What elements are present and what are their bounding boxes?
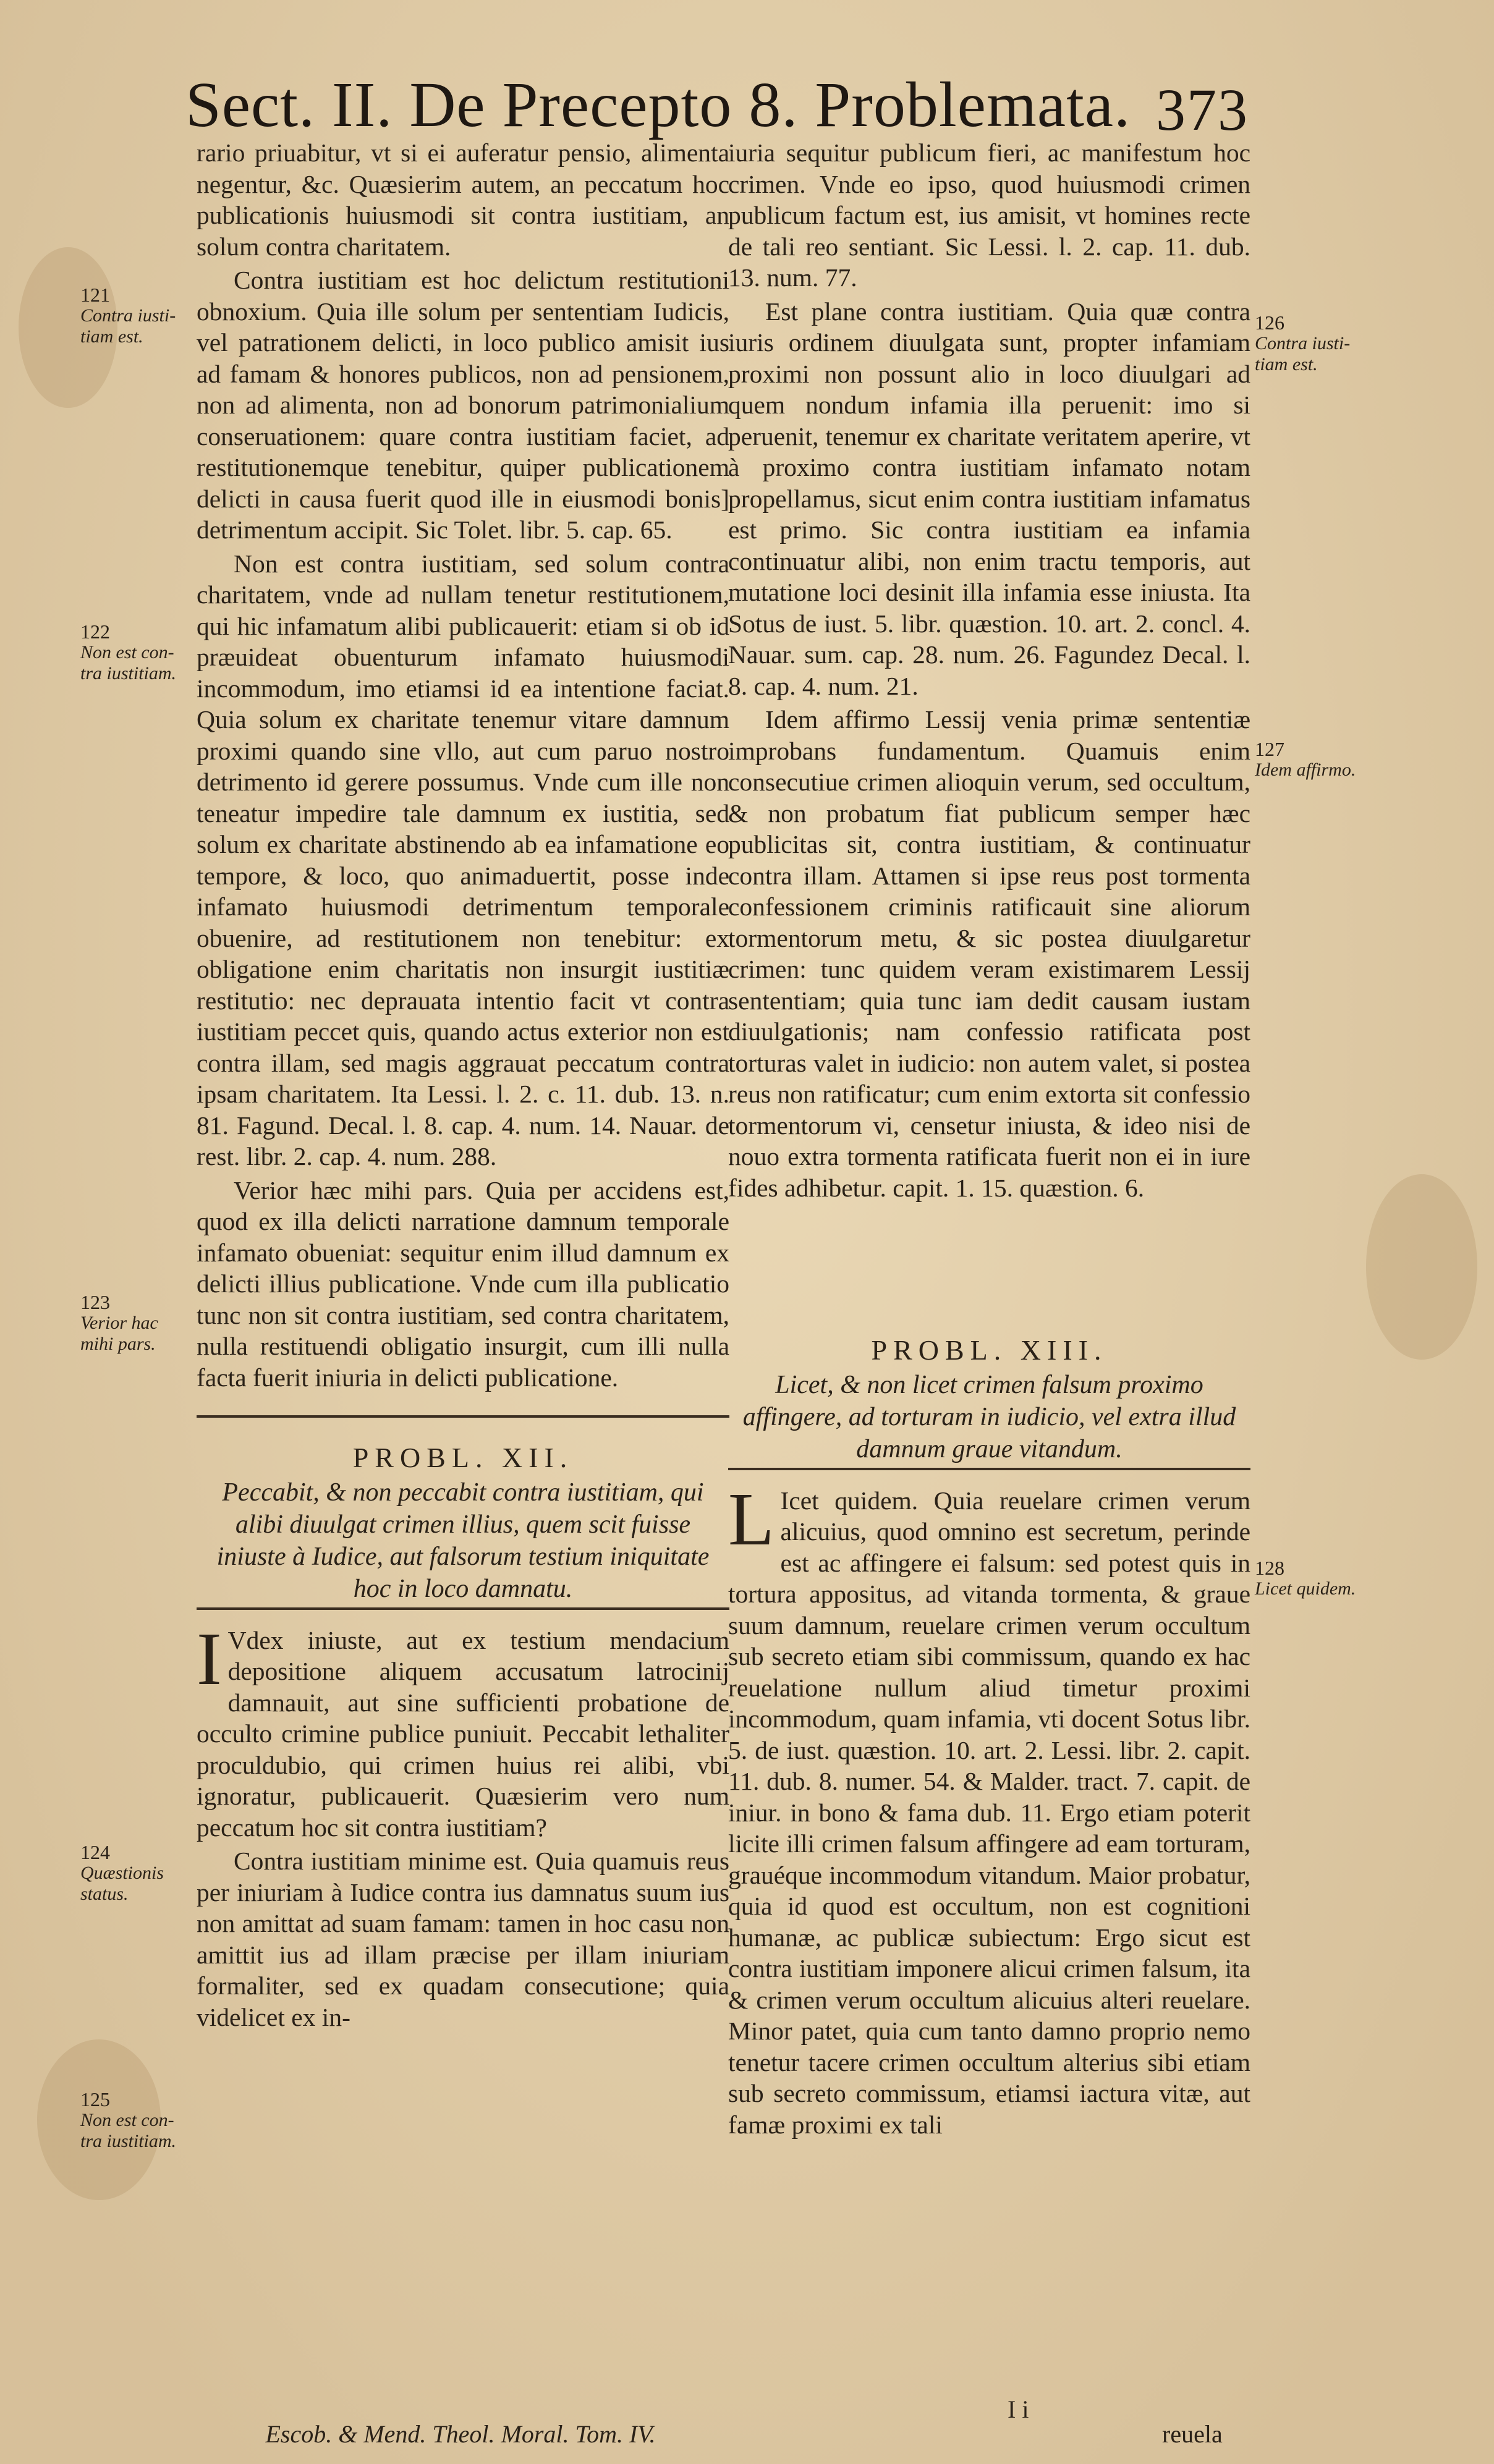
page-number: 373: [1156, 77, 1249, 143]
problem-heading: PROBL. XII.: [352, 1442, 574, 1473]
running-header: Sect. II. De Precepto 8. Problemata.: [185, 69, 1131, 140]
paragraph: rario priuabitur, vt si ei auferatur pensio, alimenta negentur, &c. Quæsierim autem, an peccatum hoc publicationis huiusmodi sit contra iustitiam, an solum contra charitatem.: [197, 138, 729, 261]
problem-title: Peccabit, & non peccabit contra iustitiam, qui alibi diuulgat crimen illius, quem scit fuisse iniuste à Iudice, aut falsorum testium iniquitate hoc in loco damnatu.: [216, 1478, 710, 1603]
paper-stain: [1366, 1174, 1477, 1360]
section-rule: [197, 1607, 729, 1610]
problem-title: Licet, & non licet crimen falsum proximo affingere, ad torturam in iudicio, vel extra illud damnum graue vitandum.: [742, 1370, 1236, 1463]
paragraph: I Vdex iniuste, aut ex testium mendacium depositione aliquem accusatum latrocinij damnauit, aut sine sufficienti probatione de occulto crimine publice puniuit. Peccabit lethaliter proculdubio, qui crimen huius rei alibi, vbi ignoratur, publicauerit. Quæsierim vero num peccatum hoc sit contra iustitiam?: [197, 1617, 729, 1842]
margin-note: 127 Idem affirmo.: [1255, 738, 1356, 780]
left-column: [197, 137, 729, 2035]
paragraph: Est plane contra iustitiam. Quia quæ contra iuris ordinem diuulgata sunt, propter infamiam proximi non possunt alio in loco diuulgari ad quem nondum infamia illa peruenit: imo si peruenit, tenemur ex charitate veritatem aperire, vt à proximo contra iustitiam infamato notam propellamus, sicut enim contra iustitiam infamatus est primo. Sic contra iustitiam ea infamia continuatur alibi, non enim tractu temporis, aut mutatione loci desinit illa infamia esse iniusta. Ita Sotus de iust. 5. libr. quæstion. 10. art. 2. concl. 4. Nauar. sum. cap. 28. num. 26. Fagundez Decal. l. 8. cap. 4. num. 21.: [728, 297, 1250, 700]
margin-note: 122 Non est con- tra iustitiam.: [80, 620, 177, 684]
paragraph: Verior hæc mihi pars. Quia per accidens est, quod ex illa delicti narratione damnum temporale infamato obueniat: sequitur enim illud damnum ex delicti illius publicatione. Vnde cum illa publicatio tunc non sit contra iustitiam, sed contra charitatem, nulla restituendi obligatio insurgit, cum illi nulla facta fuerit iniuria in delicti publicatione.: [197, 1175, 729, 1392]
margin-note: 126 Contra iusti- tiam est.: [1255, 311, 1351, 375]
margin-note: 121 Contra iusti- tiam est.: [80, 284, 176, 347]
right-column-lower: [728, 1335, 1250, 2143]
margin-note: 124 Quæstionis status.: [80, 1841, 164, 1904]
paragraph: Contra iustitiam est hoc delictum restitutioni obnoxium. Quia ille solum per sententiam Iudicis, vel patrationem delicti, in loco publico amisit ius ad famam & honores publicos, non ad pensionem, non ad alimenta, non ad bonorum patrimonialium conseruationem: quare contra iustitiam faciet, ad restitutionemque tenebitur, quiper publicationem delicti in causa fuerit quod ille in eiusmodi bonis] detrimentum accipit. Sic Tolet. libr. 5. cap. 65.: [197, 266, 729, 544]
paragraph: iuria sequitur publicum fieri, ac manifestum hoc crimen. Vnde eo ipso, quod huiusmodi crimen publicum factum est, ius amisit, vt homines recte de tali reo sentiant. Sic Lessi. l. 2. cap. 11. dub. 13. num. 77.: [728, 138, 1250, 292]
catchword: reuela: [1162, 2420, 1223, 2448]
paragraph: Idem affirmo Lessij venia primæ sententiæ improbans fundamentum. Quamuis enim consecutiue crimen alioquin verum, sed occultum, & non probatum fiat publicum semper hæc publicitas sit, contra iustitiam, & continuatur contra illam. Attamen si ipse reus post tormenta confessionem criminis ratificauit sine aliorum tormentorum metu, & sic postea diuulgaretur crimen: tunc quidem veram existimarem Lessij sententiam; quia tunc iam dedit causam iustam diuulgationis; nam confessio ratificata post torturas valet in iudicio: non autem valet, si postea reus non ratificatur; cum enim extorta sit confessio tormentorum vi, censetur iniusta, & ideo nisi de nouo extra tormenta ratificata fuerit non ei in iure fides adhibetur. capit. 1. 15. quæstion. 6.: [728, 705, 1250, 1202]
drop-cap: L: [728, 1477, 775, 1561]
signature-mark: I i: [1008, 2395, 1029, 2423]
paragraph: Non est contra iustitiam, sed solum contra charitatem, vnde ad nullam tenetur restitutionem, qui hic infamatum alibi publicauerit: etiam si ob id præuideat obuenturum infamato huiusmodi incommodum, imo etiamsi id ea intentione faciat. Quia solum ex charitate tenemur vitare damnum proximi quando sine vllo, aut cum paruo nostro detrimento id gerere possumus. Vnde cum ille non teneatur impedire tale damnum ex iustitia, sed solum ex charitate abstinendo ab ea infamatione eo tempore, & loco, quo animaduertit, posse inde infamato huiusmodi detrimentum temporale obuenire, ad restitutionem non tenebitur: ex obligatione enim charitatis non insurgit iustitiæ restitutio: nec deprauata intentio facit vt contra iustitiam peccet quis, quando actus exterior non est contra illam, sed magis aggrauat peccatum contra ipsam charitatem. Ita Lessi. l. 2. c. 11. dub. 13. n. 81. Fagund. Decal. l. 8. cap. 4. num. 14. Nauar. de rest. libr. 2. cap. 4. num. 288.: [197, 549, 729, 1171]
paragraph: Contra iustitiam minime est. Quia quamuis reus per iniuriam à Iudice contra ius damnatus suum ius non amittat ad suam famam: tamen in hoc casu non amittit ius ad illam præcise per illam iniuriam formaliter, sed ex quadam consecutione; quia videlicet ex in-: [197, 1847, 729, 2031]
section-rule: [728, 1468, 1250, 1470]
problem-heading: PROBL. XIII.: [871, 1334, 1108, 1366]
margin-note: 128 Licet quidem.: [1255, 1557, 1356, 1599]
signature-line: Escob. & Mend. Theol. Moral. Tom. IV.: [265, 2420, 656, 2448]
section-rule: [197, 1415, 729, 1418]
margin-note: 125 Non est con- tra iustitiam.: [80, 2088, 177, 2151]
right-column: [728, 137, 1250, 1206]
paragraph: L Icet quidem. Quia reuelare crimen verum alicuius, quod omnino est secretum, perinde est ac affingere ei falsum: sed potest quis in tortura appositus, ad vitanda tormenta, & graue suum damnum, reuelare crimen verum occultum sub secreto etiam sibi commissum, quando ex hac reuelatione nullum aliud timetur proximi incommodum, quam infamia, vti docent Sotus libr. 5. de iust. quæstion. 10. art. 2. Lessi. libr. 2. capit. 11. dub. 8. numer. 54. & Malder. tract. 7. capit. de iniur. in bono & fama dub. 11. Ergo etiam poterit licite illi crimen falsum affingere ad eam torturam, grauéque incommodum vitandum. Maior probatur, quia id quod est occultum, non est cognitioni humanæ, ac publicæ subiectum: Ergo sicut est contra iustitiam imponere alicui crimen falsum, ita & crimen verum occultum alicuius alteri reuelare. Minor patet, quia cum tanto damno proprio nemo tenetur tacere crimen occultum alterius sibi etiam sub secreto commissum, etiamsi iactura vitæ, aut famæ proximi ex tali: [728, 1477, 1250, 2139]
margin-note: 123 Verior hac mihi pars.: [80, 1291, 158, 1354]
drop-cap: I: [197, 1617, 222, 1701]
